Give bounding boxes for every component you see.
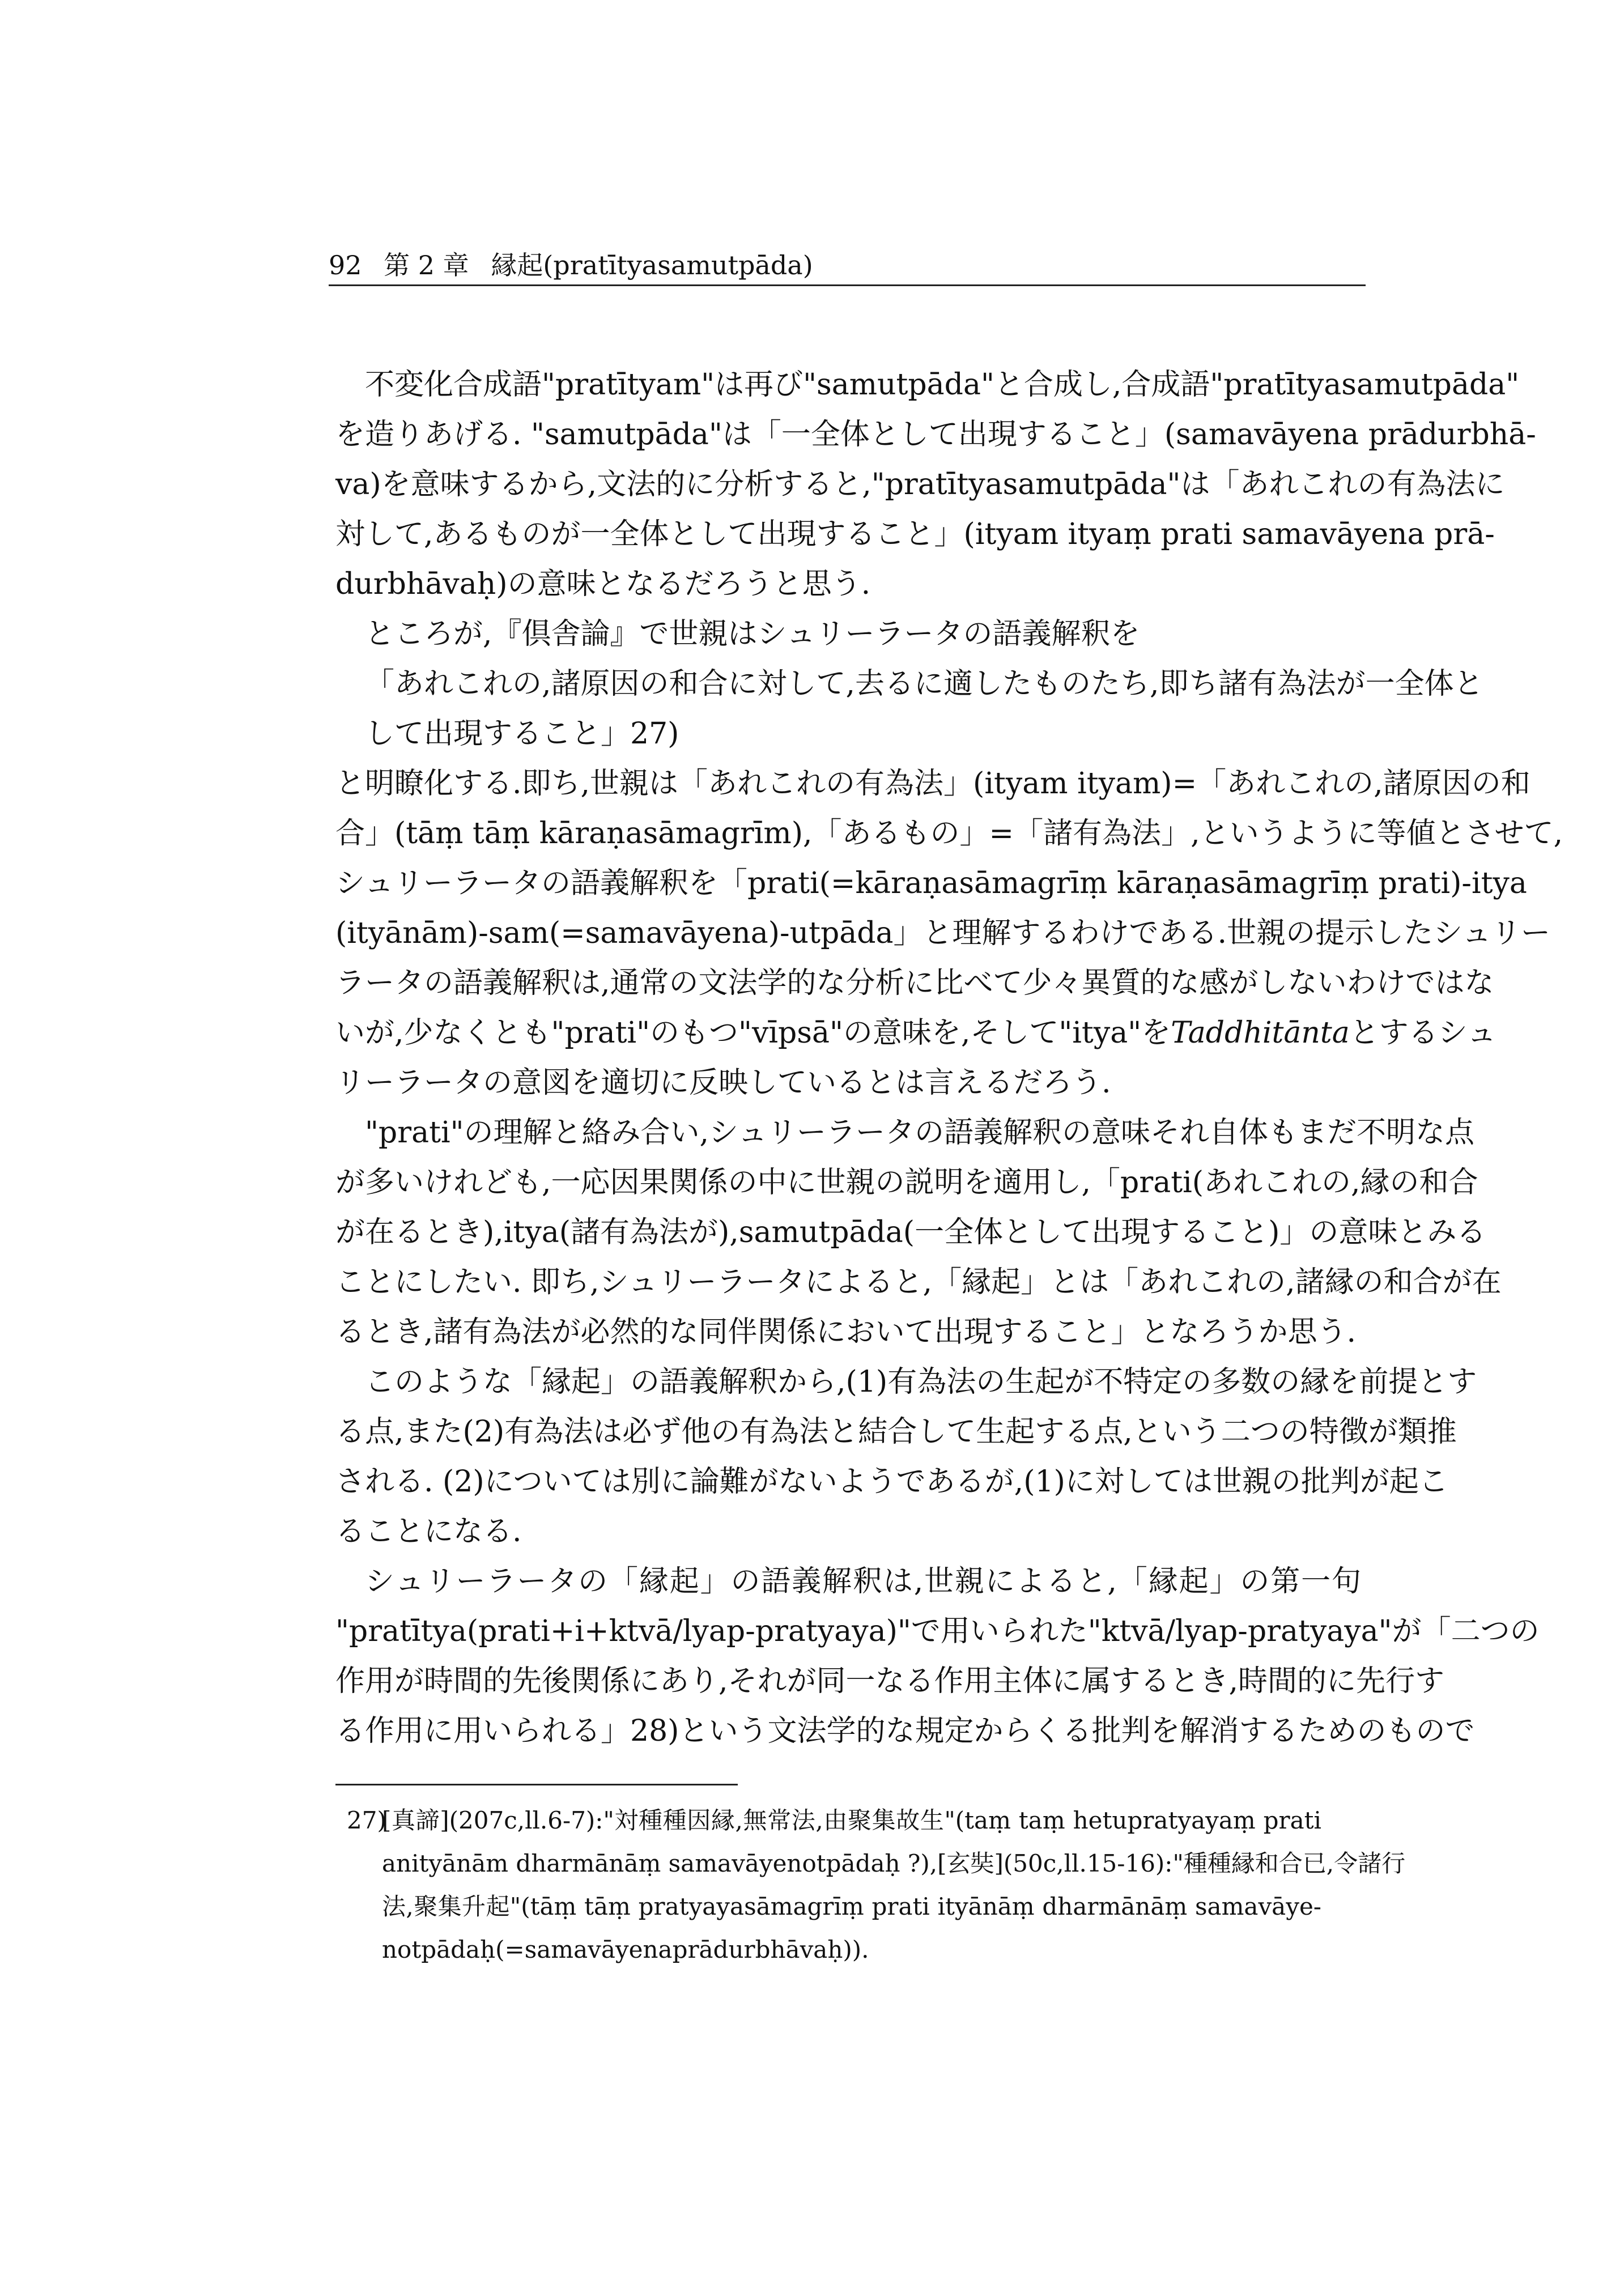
text-line: が在るとき),itya(諸有為法が),samutpāda(一全体として出現すること)」の意味とみる: [335, 1215, 1486, 1249]
text-line: ラータの語義解釈は,通常の文法学的な分析に比べて少々異質的な感がしないわけではな: [335, 966, 1494, 1000]
footnote-line: [347, 1799, 1321, 1842]
text-line: ことにしたい. 即ち,シュリーラータによると,「縁起」とは「あれこれの,諸縁の和合が在: [335, 1265, 1502, 1299]
chapter-title: 縁起(pratītyasamutpāda): [491, 250, 813, 280]
text-line: va)を意味するから,文法的に分析すると,"pratītyasamutpāda"は「あれこれの有為法に: [335, 467, 1505, 501]
footnote-line: anityānām dharmānāṃ samavāyenotpādaḥ ?),[玄奘](50c,ll.15-16):"種種縁和合已,令諸行: [382, 1849, 1406, 1877]
text-line: と明瞭化する.即ち,世親は「あれこれの有為法」(ityam ityam)=「あれこれの,諸原因の和: [335, 767, 1531, 801]
text-line: ところが,『倶舎論』で世親はシュリーラータの語義解釈を: [365, 617, 1140, 651]
paragraph-4: [335, 1108, 1502, 1357]
text-line: る作用に用いられる」28)という文法学的な規定からくる批判を解消するためのもので: [335, 1714, 1475, 1748]
text-segment: いが,少なくとも"prati"のもつ"vīpsā"の意味を,そして"itya"を: [335, 1016, 1171, 1050]
text-line: durbhāvaḥ)の意味となるだろうと思う.: [335, 567, 871, 601]
running-header: [329, 249, 1366, 286]
text-line: [335, 1008, 1497, 1058]
paragraph-6: [335, 1557, 1540, 1756]
paragraph-5: [335, 1357, 1477, 1557]
footnote-number: 27): [347, 1806, 386, 1834]
quote-line: して出現すること」27): [365, 717, 679, 751]
footnote-line: 法,聚集升起"(tāṃ tāṃ pratyayasāmagrīṃ prati ityānāṃ dharmānāṃ samavāye-: [382, 1893, 1321, 1920]
italic-term: Taddhitānta: [1171, 1016, 1350, 1050]
footnote-divider: [335, 1784, 738, 1785]
text-line: シュリーラータの「縁起」の語義解釈は,世親によると,「縁起」の第一句: [365, 1564, 1361, 1598]
paragraph-1: [335, 360, 1536, 609]
block-quote: [335, 659, 1483, 759]
text-line: される. (2)については別に論難がないようであるが,(1)に対しては世親の批判が起こ: [335, 1465, 1448, 1499]
text-line: 対して,あるものが一全体として出現すること」(ityam ityaṃ prati samavāyena prā-: [335, 517, 1495, 551]
main-text: [335, 360, 1563, 1756]
text-line: る点,また(2)有為法は必ず他の有為法と結合して生起する点,という二つの特徴が類推: [335, 1415, 1457, 1449]
footnote-text: [真諦](207c,ll.6-7):"対種種因縁,無常法,由聚集故生"(taṃ taṃ hetupratyayaṃ prati: [382, 1806, 1321, 1834]
text-line: を造りあげる. "samutpāda"は「一全体として出現すること」(samavāyena prādurbhā-: [335, 418, 1536, 452]
text-line: 合」(tāṃ tāṃ kāraṇasāmagrīm),「あるもの」=「諸有為法」,というように等値とさせて,: [335, 817, 1563, 851]
text-line: 作用が時間的先後関係にあり,それが同一なる作用主体に属するとき,時間的に先行す: [335, 1664, 1445, 1698]
text-line: シュリーラータの語義解釈を「prati(=kāraṇasāmagrīṃ kāraṇasāmagrīṃ prati)-itya: [335, 866, 1527, 900]
text-line: "prati"の理解と絡み合い,シュリーラータの語義解釈の意味それ自体もまだ不明な点: [365, 1116, 1475, 1150]
footnote-27: [347, 1799, 1406, 1971]
footnote-line: notpādaḥ(=samavāyenaprādurbhāvaḥ)).: [382, 1936, 869, 1963]
text-line: ることになる.: [335, 1515, 522, 1549]
text-line: が多いけれども,一応因果関係の中に世親の説明を適用し,「prati(あれこれの,縁の和合: [335, 1166, 1478, 1200]
text-segment: とするシュ: [1349, 1016, 1497, 1050]
text-line: "pratītya(prati+i+ktvā/lyap-pratyaya)"で用いられた"ktvā/lyap-pratyaya"が「二つの: [335, 1614, 1540, 1648]
text-line: (ityānām)-sam(=samavāyena)-utpāda」と理解するわけである.世親の提示したシュリー: [335, 916, 1551, 950]
paragraph-2: [335, 609, 1361, 659]
text-line: るとき,諸有為法が必然的な同伴関係において出現すること」となろうか思う.: [335, 1315, 1357, 1349]
quote-line: 「あれこれの,諸原因の和合に対して,去るに適したものたち,即ち諸有為法が一全体と: [365, 667, 1483, 701]
paragraph-3: [335, 759, 1563, 1108]
page-number: 92: [329, 250, 362, 280]
chapter-label: 第 2 章: [384, 250, 469, 280]
text-line: リーラータの意図を適切に反映しているとは言えるだろう.: [335, 1066, 1111, 1100]
text-line: このような「縁起」の語義解釈から,(1)有為法の生起が不特定の多数の縁を前提とす: [365, 1365, 1477, 1399]
text-line: 不変化合成語"pratītyam"は再び"samutpāda"と合成し,合成語"pratītyasamutpāda": [365, 368, 1520, 402]
